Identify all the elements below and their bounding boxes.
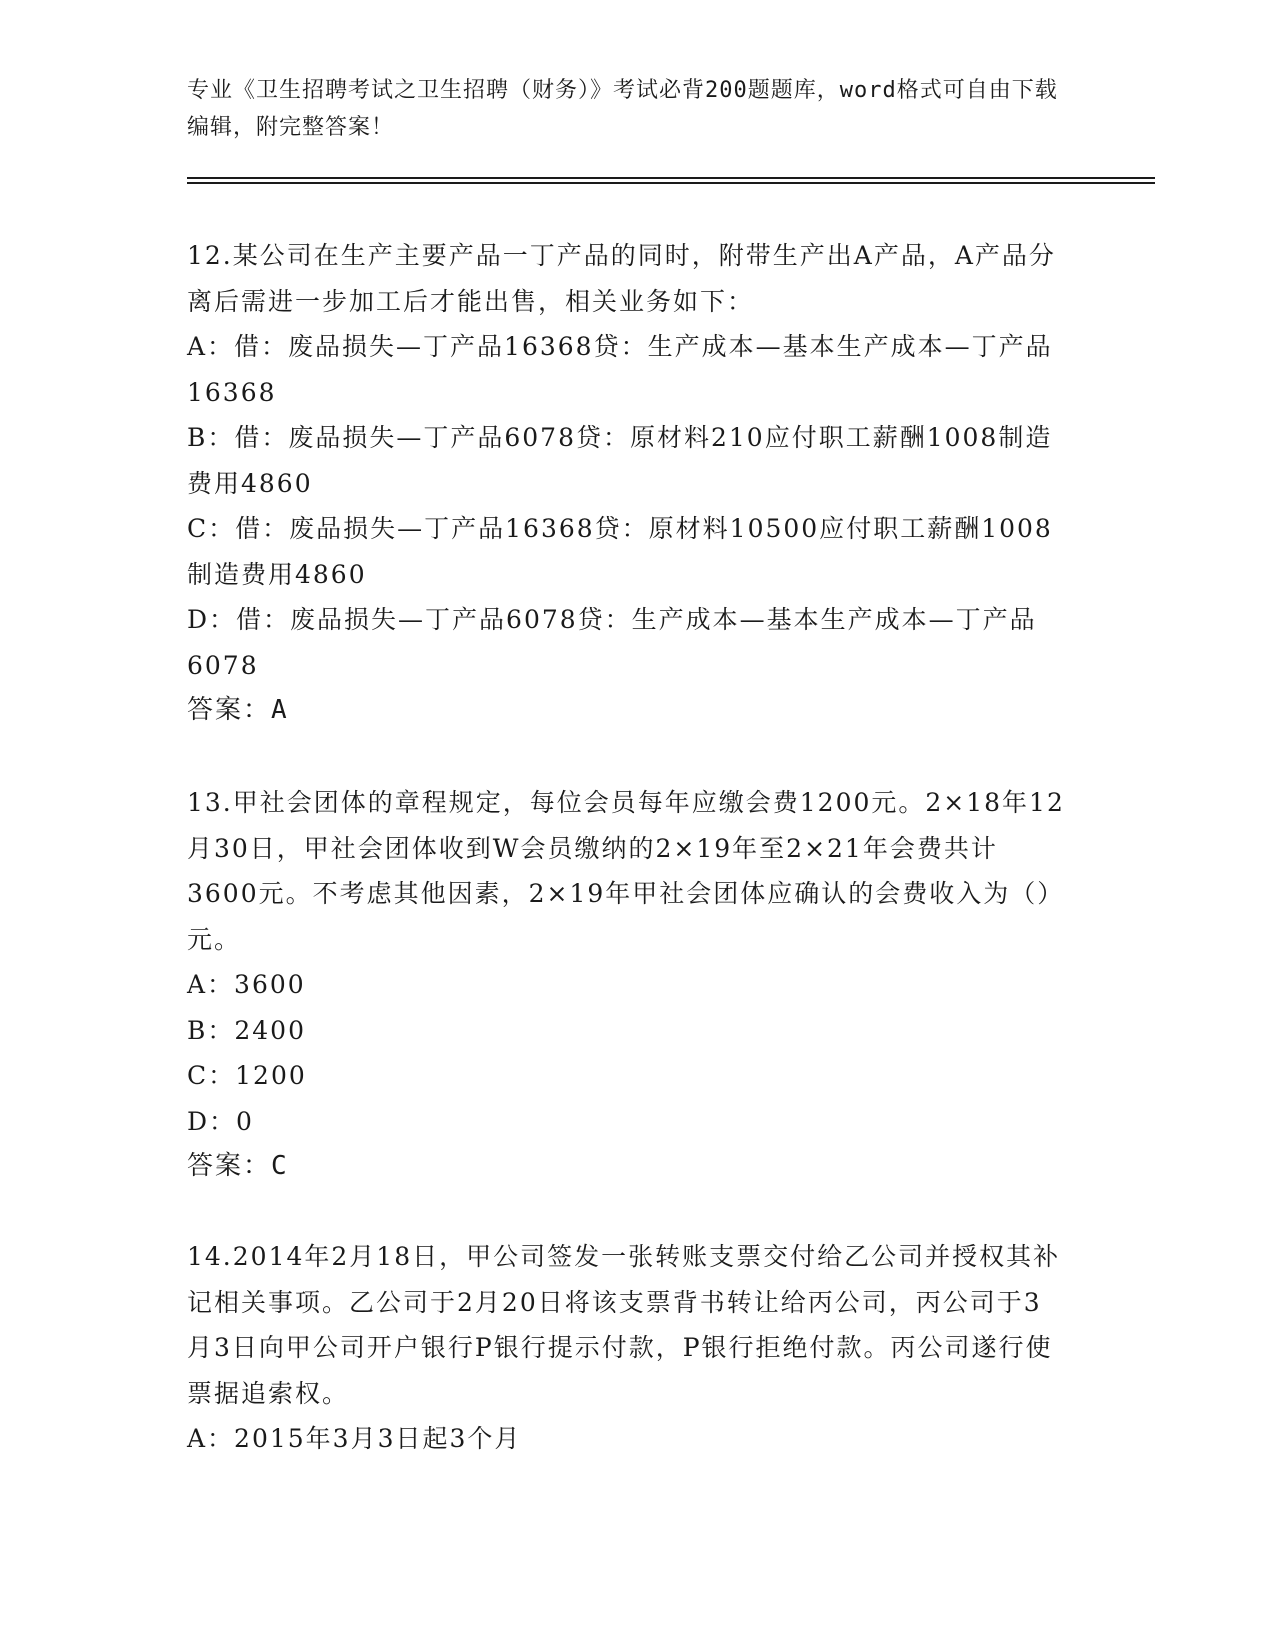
question-stem: 13.甲社会团体的章程规定，每位会员每年应缴会费1200元。2×18年12月30日，甲社会团体收到W会员缴纳的2×19年至2×21年会费共计3600元。不考虑其他因素，2×19年甲社会团体应确认的会费收入为（）元。 (187, 788, 1065, 954)
question-stem: 12.某公司在生产主要产品一丁产品的同时，附带生产出A产品，A产品分离后需进一步加工后才能出售，相关业务如下： (187, 241, 1056, 316)
answer-line: 答案：A (187, 695, 289, 725)
question-stem: 14.2014年2月18日，甲公司签发一张转账支票交付给乙公司并授权其补记相关事项。乙公司于2月20日将该支票背书转让给丙公司，丙公司于3月3日向甲公司开户银行P银行提示付款，P银行拒绝付款。丙公司遂行使票据追索权。 (187, 1242, 1061, 1408)
option-a: A：2015年3月3日起3个月 (187, 1424, 522, 1453)
question-13 (187, 780, 1067, 1190)
option-b: B：2400 (187, 1015, 306, 1045)
header-divider-top (187, 177, 1155, 179)
question-12 (187, 233, 1067, 734)
intro-text: 专业《卫生招聘考试之卫生招聘（财务）》考试必背200题题库，word格式可自由下载编辑，附完整答案！ (187, 78, 1058, 140)
option-d: D：借：废品损失—丁产品6078贷：生产成本—基本生产成本—丁产品6078 (187, 605, 1037, 680)
option-c: C：1200 (187, 1061, 307, 1090)
option-c: C：借：废品损失—丁产品16368贷：原材料10500应付职工薪酬1008制造费用4860 (187, 514, 1053, 589)
option-a: A：3600 (187, 970, 306, 999)
header-divider-bottom (187, 182, 1155, 184)
question-14 (187, 1234, 1067, 1462)
answer-line: 答案：C (187, 1151, 289, 1181)
option-b: B：借：废品损失—丁产品6078贷：原材料210应付职工薪酬1008制造费用4860 (187, 423, 1053, 498)
document-intro (187, 72, 1067, 146)
option-d: D：0 (187, 1106, 254, 1136)
option-a: A：借：废品损失—丁产品16368贷：生产成本—基本生产成本—丁产品16368 (187, 332, 1053, 407)
